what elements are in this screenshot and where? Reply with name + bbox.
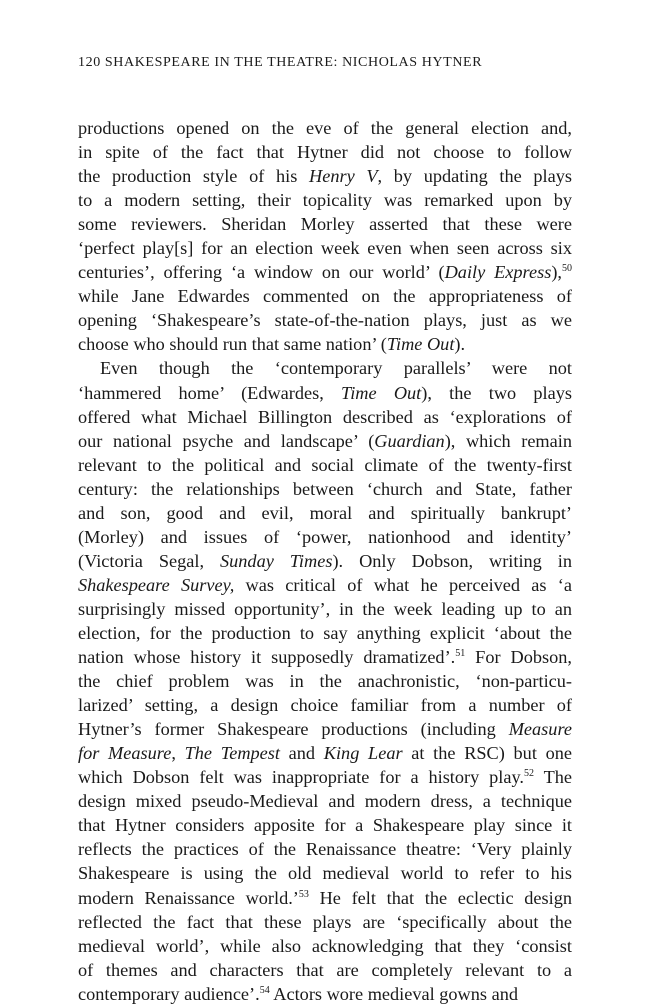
text-run: to a modern setting, their topicality was remarked upon by — [78, 190, 572, 211]
text-run: , by updating the plays — [377, 166, 572, 187]
text-line — [78, 861, 572, 885]
text-line — [78, 453, 572, 477]
italic-text: Guardian — [374, 430, 445, 451]
text-line — [78, 212, 572, 236]
text-run: Actors wore medieval gowns and — [269, 983, 518, 1004]
text-line — [78, 717, 572, 741]
text-line — [78, 381, 572, 405]
text-run: offered what Michael Billington described as ‘explorations of — [78, 406, 572, 427]
text-run: reflected the fact that these plays are ‘specifically about the — [78, 911, 572, 932]
text-run: choose who should run that same nation’ ( — [78, 334, 387, 355]
text-run: which Dobson felt was inappropriate for a history play. — [78, 767, 525, 788]
text-run: election, for the production to say anything explicit ‘about the — [78, 622, 572, 643]
text-run: ), the two plays — [421, 382, 572, 403]
text-line — [78, 405, 572, 429]
italic-text: Time Out — [341, 382, 422, 403]
text-line — [78, 837, 572, 861]
italic-text: Measure — [508, 719, 572, 740]
italic-text: Daily Express — [444, 262, 552, 283]
footnote-marker: 54 — [259, 984, 270, 996]
text-line — [78, 236, 572, 260]
text-run: relevant to the political and social climate of the twenty-first — [78, 454, 572, 475]
text-run: reflects the practices of the Renaissance theatre: ‘Very plainly — [78, 839, 572, 860]
italic-text: Shakespeare Survey, — [78, 574, 235, 595]
italic-text: King Lear — [323, 743, 403, 764]
text-run: at the RSC) but one — [402, 743, 572, 764]
text-line — [78, 669, 572, 693]
text-run: ). — [454, 334, 466, 355]
text-line — [78, 597, 572, 621]
text-run: the production style of his — [78, 166, 310, 187]
text-run: For Dobson, — [465, 647, 572, 668]
footnote-marker: 53 — [298, 888, 309, 900]
text-run: (Victoria Segal, — [78, 550, 220, 571]
text-line — [78, 549, 572, 573]
text-line — [78, 116, 572, 140]
text-line — [78, 332, 572, 356]
footnote-marker: 50 — [561, 263, 572, 275]
text-line — [78, 308, 572, 332]
text-run: ‘perfect play[s] for an election week even when seen across six — [78, 238, 572, 259]
footnote-marker: 52 — [524, 768, 535, 780]
text-run: Even though the ‘contemporary parallels’ were not — [100, 358, 572, 379]
text-run: some reviewers. Sheridan Morley asserted that these were — [78, 214, 572, 235]
text-run: design mixed pseudo-Medieval and modern dress, a technique — [78, 791, 572, 812]
text-line — [78, 621, 572, 645]
text-run: He felt that the eclectic design — [308, 887, 572, 908]
text-run: productions opened on the eve of the general election and, — [78, 118, 572, 138]
body-text — [78, 116, 572, 1006]
text-run: of themes and characters that are completely relevant to a — [78, 959, 572, 980]
text-run: ). Only Dobson, writing in — [332, 550, 572, 571]
text-line — [78, 284, 572, 308]
text-run: surprisingly missed opportunity’, in the week leading up to an — [78, 598, 572, 619]
text-line — [78, 356, 572, 380]
italic-text: The Tempest — [184, 743, 280, 764]
text-line — [78, 140, 572, 164]
text-line — [78, 573, 572, 597]
text-run: , — [171, 743, 185, 764]
text-run: our national psyche and landscape’ ( — [78, 430, 375, 451]
text-line — [78, 477, 572, 501]
running-head: 120 SHAKESPEARE IN THE THEATRE: NICHOLAS HYTNER — [78, 55, 483, 70]
text-line — [78, 501, 572, 525]
text-line — [78, 958, 572, 982]
text-run: (Morley) and issues of ‘power, nationhood and identity’ — [78, 526, 572, 547]
text-run: The — [534, 767, 572, 788]
text-run: the chief problem was in the anachronistic, ‘non-particu- — [78, 671, 572, 692]
text-line — [78, 982, 572, 1006]
text-line — [78, 910, 572, 934]
text-run: Shakespeare is using the old medieval world to refer to his — [78, 863, 572, 884]
text-run: that Hytner considers apposite for a Shakespeare play since it — [78, 815, 572, 836]
text-line — [78, 741, 572, 765]
text-run: larized’ setting, a design choice familiar from a number of — [78, 695, 572, 716]
text-run: ‘hammered home’ (Edwardes, — [78, 382, 342, 403]
text-line — [78, 429, 572, 453]
text-line — [78, 525, 572, 549]
text-run: in spite of the fact that Hytner did not choose to follow — [78, 142, 572, 163]
text-line — [78, 188, 572, 212]
text-run: ), — [551, 262, 562, 283]
text-line — [78, 934, 572, 958]
text-line — [78, 693, 572, 717]
text-run: century: the relationships between ‘church and State, father — [78, 478, 572, 499]
text-line — [78, 813, 572, 837]
text-run: centuries’, offering ‘a window on our world’ ( — [78, 262, 445, 283]
text-run: while Jane Edwardes commented on the appropriateness of — [78, 286, 572, 307]
text-run: medieval world’, while also acknowledging that they ‘consist — [78, 935, 572, 956]
footnote-marker: 51 — [455, 648, 466, 660]
text-run: was critical of what he perceived as ‘a — [234, 574, 572, 595]
text-line — [78, 260, 572, 284]
text-run: modern Renaissance world.’ — [78, 887, 299, 908]
text-run: opening ‘Shakespeare’s state-of-the-nation plays, just as we — [78, 310, 572, 331]
text-line — [78, 886, 572, 910]
text-line — [78, 645, 572, 669]
text-line — [78, 789, 572, 813]
text-run: and son, good and evil, moral and spiritually bankrupt’ — [78, 502, 572, 523]
text-line — [78, 765, 572, 789]
text-line — [78, 164, 572, 188]
text-run: Hytner’s former Shakespeare productions (including — [78, 719, 509, 740]
italic-text: Time Out — [386, 334, 455, 355]
text-run: nation whose history it supposedly dramatized’. — [78, 647, 456, 668]
italic-text: Henry V — [309, 166, 378, 187]
text-run: and — [279, 743, 324, 764]
text-run: contemporary audience’. — [78, 983, 260, 1004]
italic-text: Sunday Times — [220, 550, 333, 571]
italic-text: for Measure — [78, 743, 172, 764]
text-run: ), which remain — [444, 430, 572, 451]
